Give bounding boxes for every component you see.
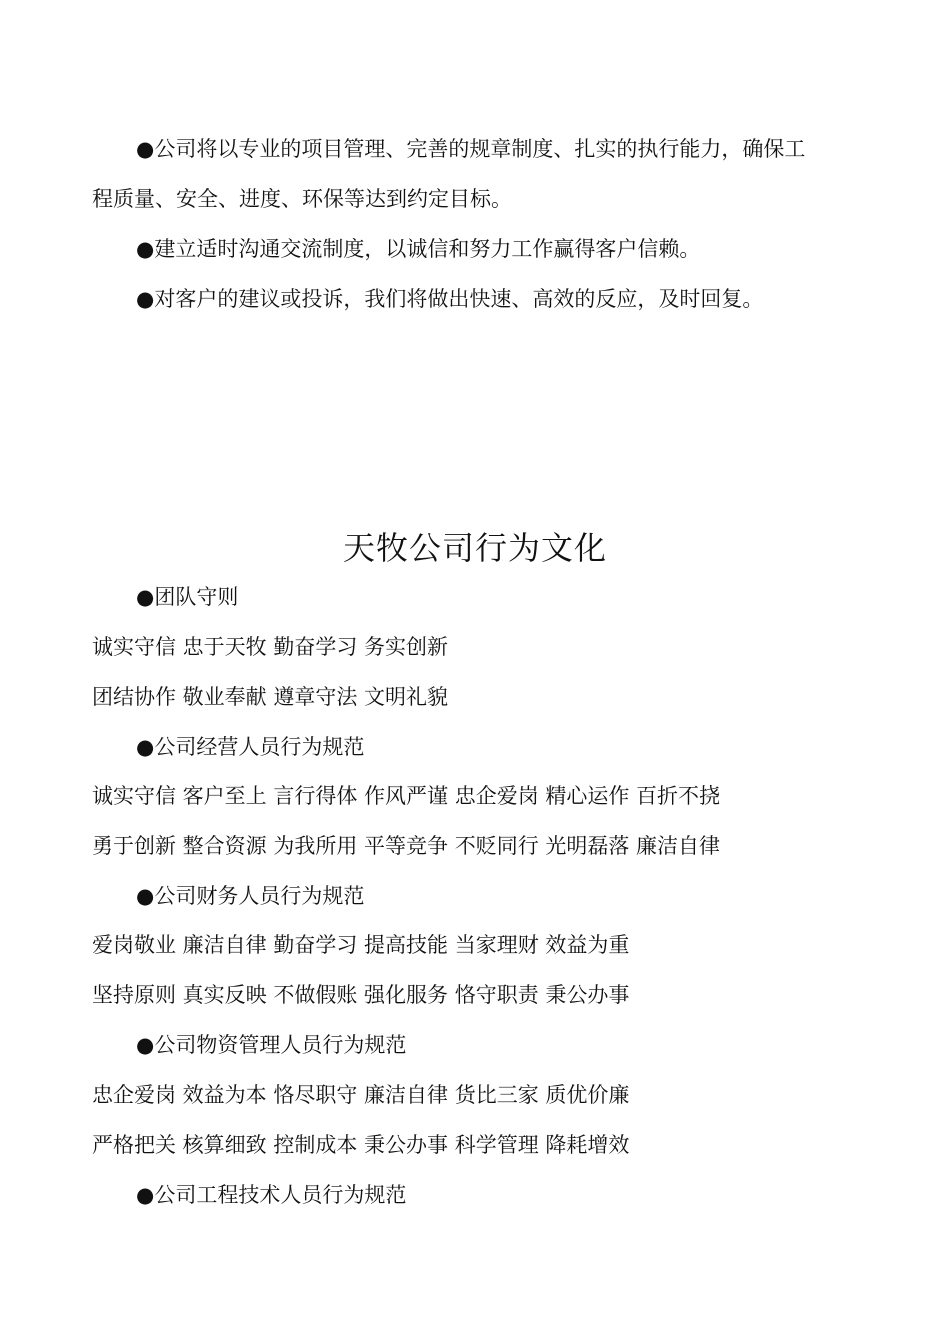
intro-paragraph-1-line-1: ●公司将以专业的项目管理、完善的规章制度、扎实的执行能力，确保工 <box>136 137 806 161</box>
intro-paragraph-2: ●建立适时沟通交流制度，以诚信和努力工作赢得客户信赖。 <box>136 237 701 261</box>
materials-staff-heading: ●公司物资管理人员行为规范 <box>136 1033 407 1057</box>
team-rules-line-2: 团结协作 敬业奉献 遵章守法 文明礼貌 <box>92 685 449 709</box>
business-staff-line-1: 诚实守信 客户至上 言行得体 作风严谨 忠企爱岗 精心运作 百折不挠 <box>92 784 721 808</box>
team-rules-line-1: 诚实守信 忠于天牧 勤奋学习 务实创新 <box>92 635 449 659</box>
finance-staff-line-1: 爱岗敬业 廉洁自律 勤奋学习 提高技能 当家理财 效益为重 <box>92 933 630 957</box>
business-staff-heading: ●公司经营人员行为规范 <box>136 735 365 759</box>
team-rules-heading: ●团队守则 <box>136 585 239 609</box>
engineering-staff-heading: ●公司工程技术人员行为规范 <box>136 1183 407 1207</box>
intro-paragraph-1-line-2: 程质量、安全、进度、环保等达到约定目标。 <box>92 187 512 211</box>
section-title: 天牧公司行为文化 <box>342 529 607 567</box>
materials-staff-line-2: 严格把关 核算细致 控制成本 秉公办事 科学管理 降耗增效 <box>92 1133 630 1157</box>
business-staff-line-2: 勇于创新 整合资源 为我所用 平等竞争 不贬同行 光明磊落 廉洁自律 <box>92 834 721 858</box>
finance-staff-heading: ●公司财务人员行为规范 <box>136 884 365 908</box>
finance-staff-line-2: 坚持原则 真实反映 不做假账 强化服务 恪守职责 秉公办事 <box>92 983 630 1007</box>
materials-staff-line-1: 忠企爱岗 效益为本 恪尽职守 廉洁自律 货比三家 质优价廉 <box>92 1083 630 1107</box>
intro-paragraph-3: ●对客户的建议或投诉，我们将做出快速、高效的反应，及时回复。 <box>136 287 764 311</box>
